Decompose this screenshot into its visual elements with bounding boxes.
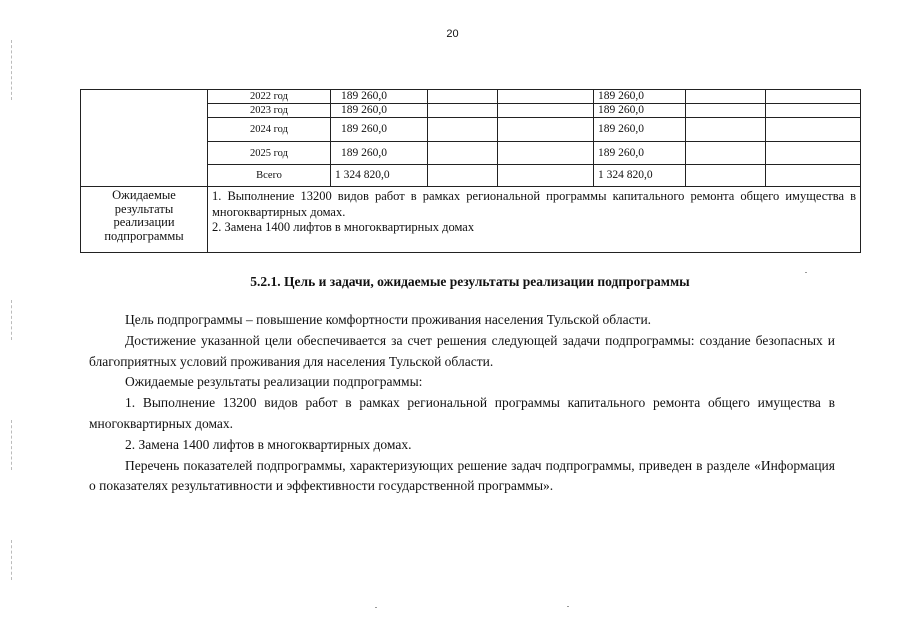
result-item: 2. Замена 1400 лифтов в многоквартирных домах	[212, 220, 475, 234]
total-cell: 189 260,0	[331, 104, 428, 118]
empty-cell	[686, 118, 766, 142]
regional-cell: 189 260,0	[594, 118, 686, 142]
paragraph: Перечень показателей подпрограммы, характеризующих решение задач подпрограммы, приведен в разделе «Информация о показателях результативности и эффективности государственной программы».	[89, 457, 835, 494]
paragraph: Ожидаемые результаты реализации подпрограммы:	[125, 374, 423, 390]
empty-cell	[686, 90, 766, 104]
year-cell: 2022 год	[208, 90, 331, 104]
table-cell-empty	[81, 90, 208, 187]
empty-cell	[498, 142, 594, 165]
regional-cell: 189 260,0	[594, 104, 686, 118]
paragraph: Цель подпрограммы – повышение комфортности проживания населения Тульской области.	[125, 312, 652, 327]
empty-cell	[498, 104, 594, 118]
scan-speck	[805, 272, 807, 273]
regional-cell: 189 260,0	[594, 90, 686, 104]
empty-cell	[766, 90, 861, 104]
empty-cell	[428, 165, 498, 187]
funding-table	[80, 89, 861, 253]
year-cell: Всего	[208, 165, 331, 187]
results-label: Ожидаемые результаты реализации подпрограммы	[81, 187, 208, 253]
year-cell: 2023 год	[208, 104, 331, 118]
empty-cell	[498, 118, 594, 142]
regional-cell: 1 324 820,0	[594, 165, 686, 187]
empty-cell	[498, 165, 594, 187]
year-cell: 2024 год	[208, 118, 331, 142]
paragraph: Достижение указанной цели обеспечивается за счет решения следующей задачи подпрограммы: создание безопасных и благоприятных условий проживания для населения Тульской области.	[89, 332, 835, 369]
total-cell: 189 260,0	[331, 142, 428, 165]
empty-cell	[686, 165, 766, 187]
regional-cell: 189 260,0	[594, 142, 686, 165]
empty-cell	[428, 90, 498, 104]
empty-cell	[686, 142, 766, 165]
empty-cell	[766, 118, 861, 142]
empty-cell	[428, 118, 498, 142]
empty-cell	[766, 165, 861, 187]
paragraph: 1. Выполнение 13200 видов работ в рамках региональной программы капитального ремонта общего имущества в многоквартирных домах.	[89, 395, 835, 431]
empty-cell	[766, 142, 861, 165]
section-heading: 5.2.1. Цель и задачи, ожидаемые результаты реализации подпрограммы	[250, 274, 690, 289]
scan-margin-mark	[11, 300, 13, 340]
scan-margin-mark	[11, 40, 13, 100]
table-row	[81, 90, 861, 104]
scan-speck	[375, 607, 377, 608]
result-item: 1. Выполнение 13200 видов работ в рамках региональной программы капитального ремонта общего имущества в многоквартирных домах.	[212, 189, 856, 219]
empty-cell	[428, 142, 498, 165]
total-cell: 189 260,0	[331, 90, 428, 104]
scan-speck	[567, 606, 569, 607]
total-cell: 189 260,0	[331, 118, 428, 142]
empty-cell	[766, 104, 861, 118]
total-cell: 1 324 820,0	[331, 165, 428, 187]
body-text	[89, 310, 835, 497]
page-number: 20	[446, 28, 459, 40]
empty-cell	[428, 104, 498, 118]
scan-margin-mark	[11, 540, 13, 580]
year-cell: 2025 год	[208, 142, 331, 165]
empty-cell	[686, 104, 766, 118]
empty-cell	[498, 90, 594, 104]
results-cell	[208, 187, 861, 253]
table-row	[81, 187, 861, 253]
paragraph: 2. Замена 1400 лифтов в многоквартирных домах.	[125, 436, 412, 452]
scan-margin-mark	[11, 420, 13, 470]
